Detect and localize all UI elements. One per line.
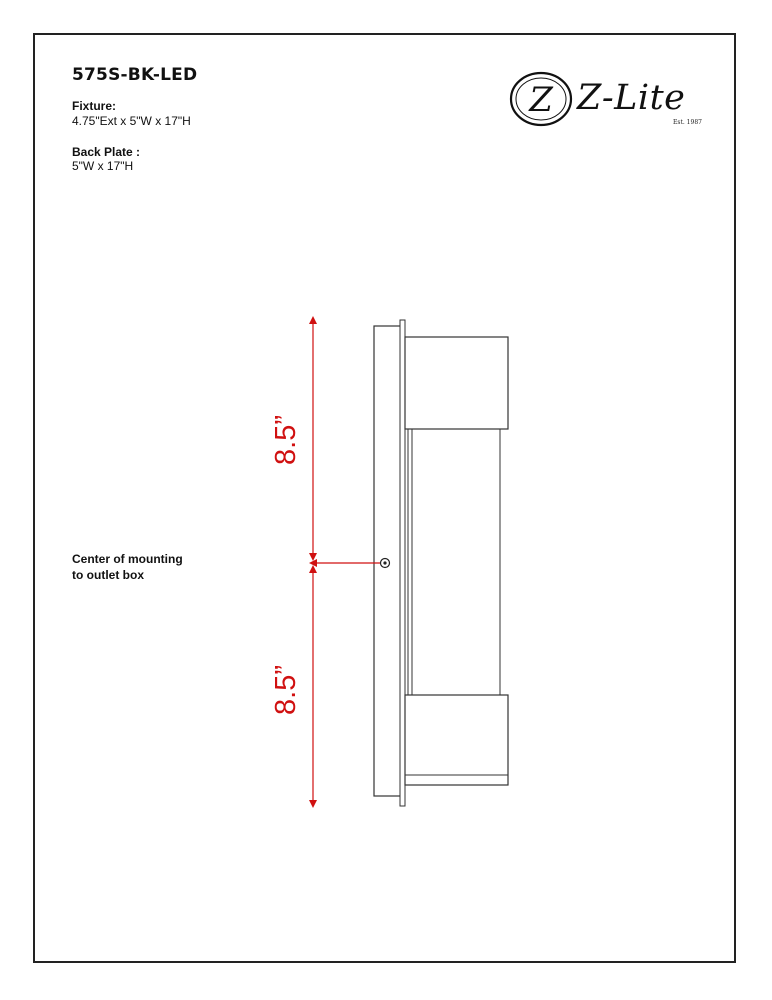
upper-dimension-label: 8.5” [270, 415, 302, 465]
model-number: 575S-BK-LED [72, 65, 198, 85]
fixture-label: Fixture: [72, 99, 117, 113]
backplate-label: Back Plate : [72, 145, 141, 159]
upper-housing [405, 337, 508, 429]
logo-established: Est. 1987 [673, 119, 702, 126]
mounting-point-center [383, 561, 386, 564]
logo-wordmark: Z-Lite [577, 78, 686, 118]
lower-housing [405, 695, 508, 785]
back-plate-edge [400, 320, 405, 806]
backplate-dimensions: 5"W x 17"H [72, 159, 134, 173]
logo-monogram-letter: Z [529, 80, 553, 120]
mounting-note-line2: to outlet box [72, 568, 144, 582]
fixture-dimensions: 4.75"Ext x 5"W x 17"H [72, 114, 191, 128]
lower-dimension-label: 8.5” [270, 665, 302, 715]
mounting-note-line1: Center of mounting [72, 552, 183, 566]
